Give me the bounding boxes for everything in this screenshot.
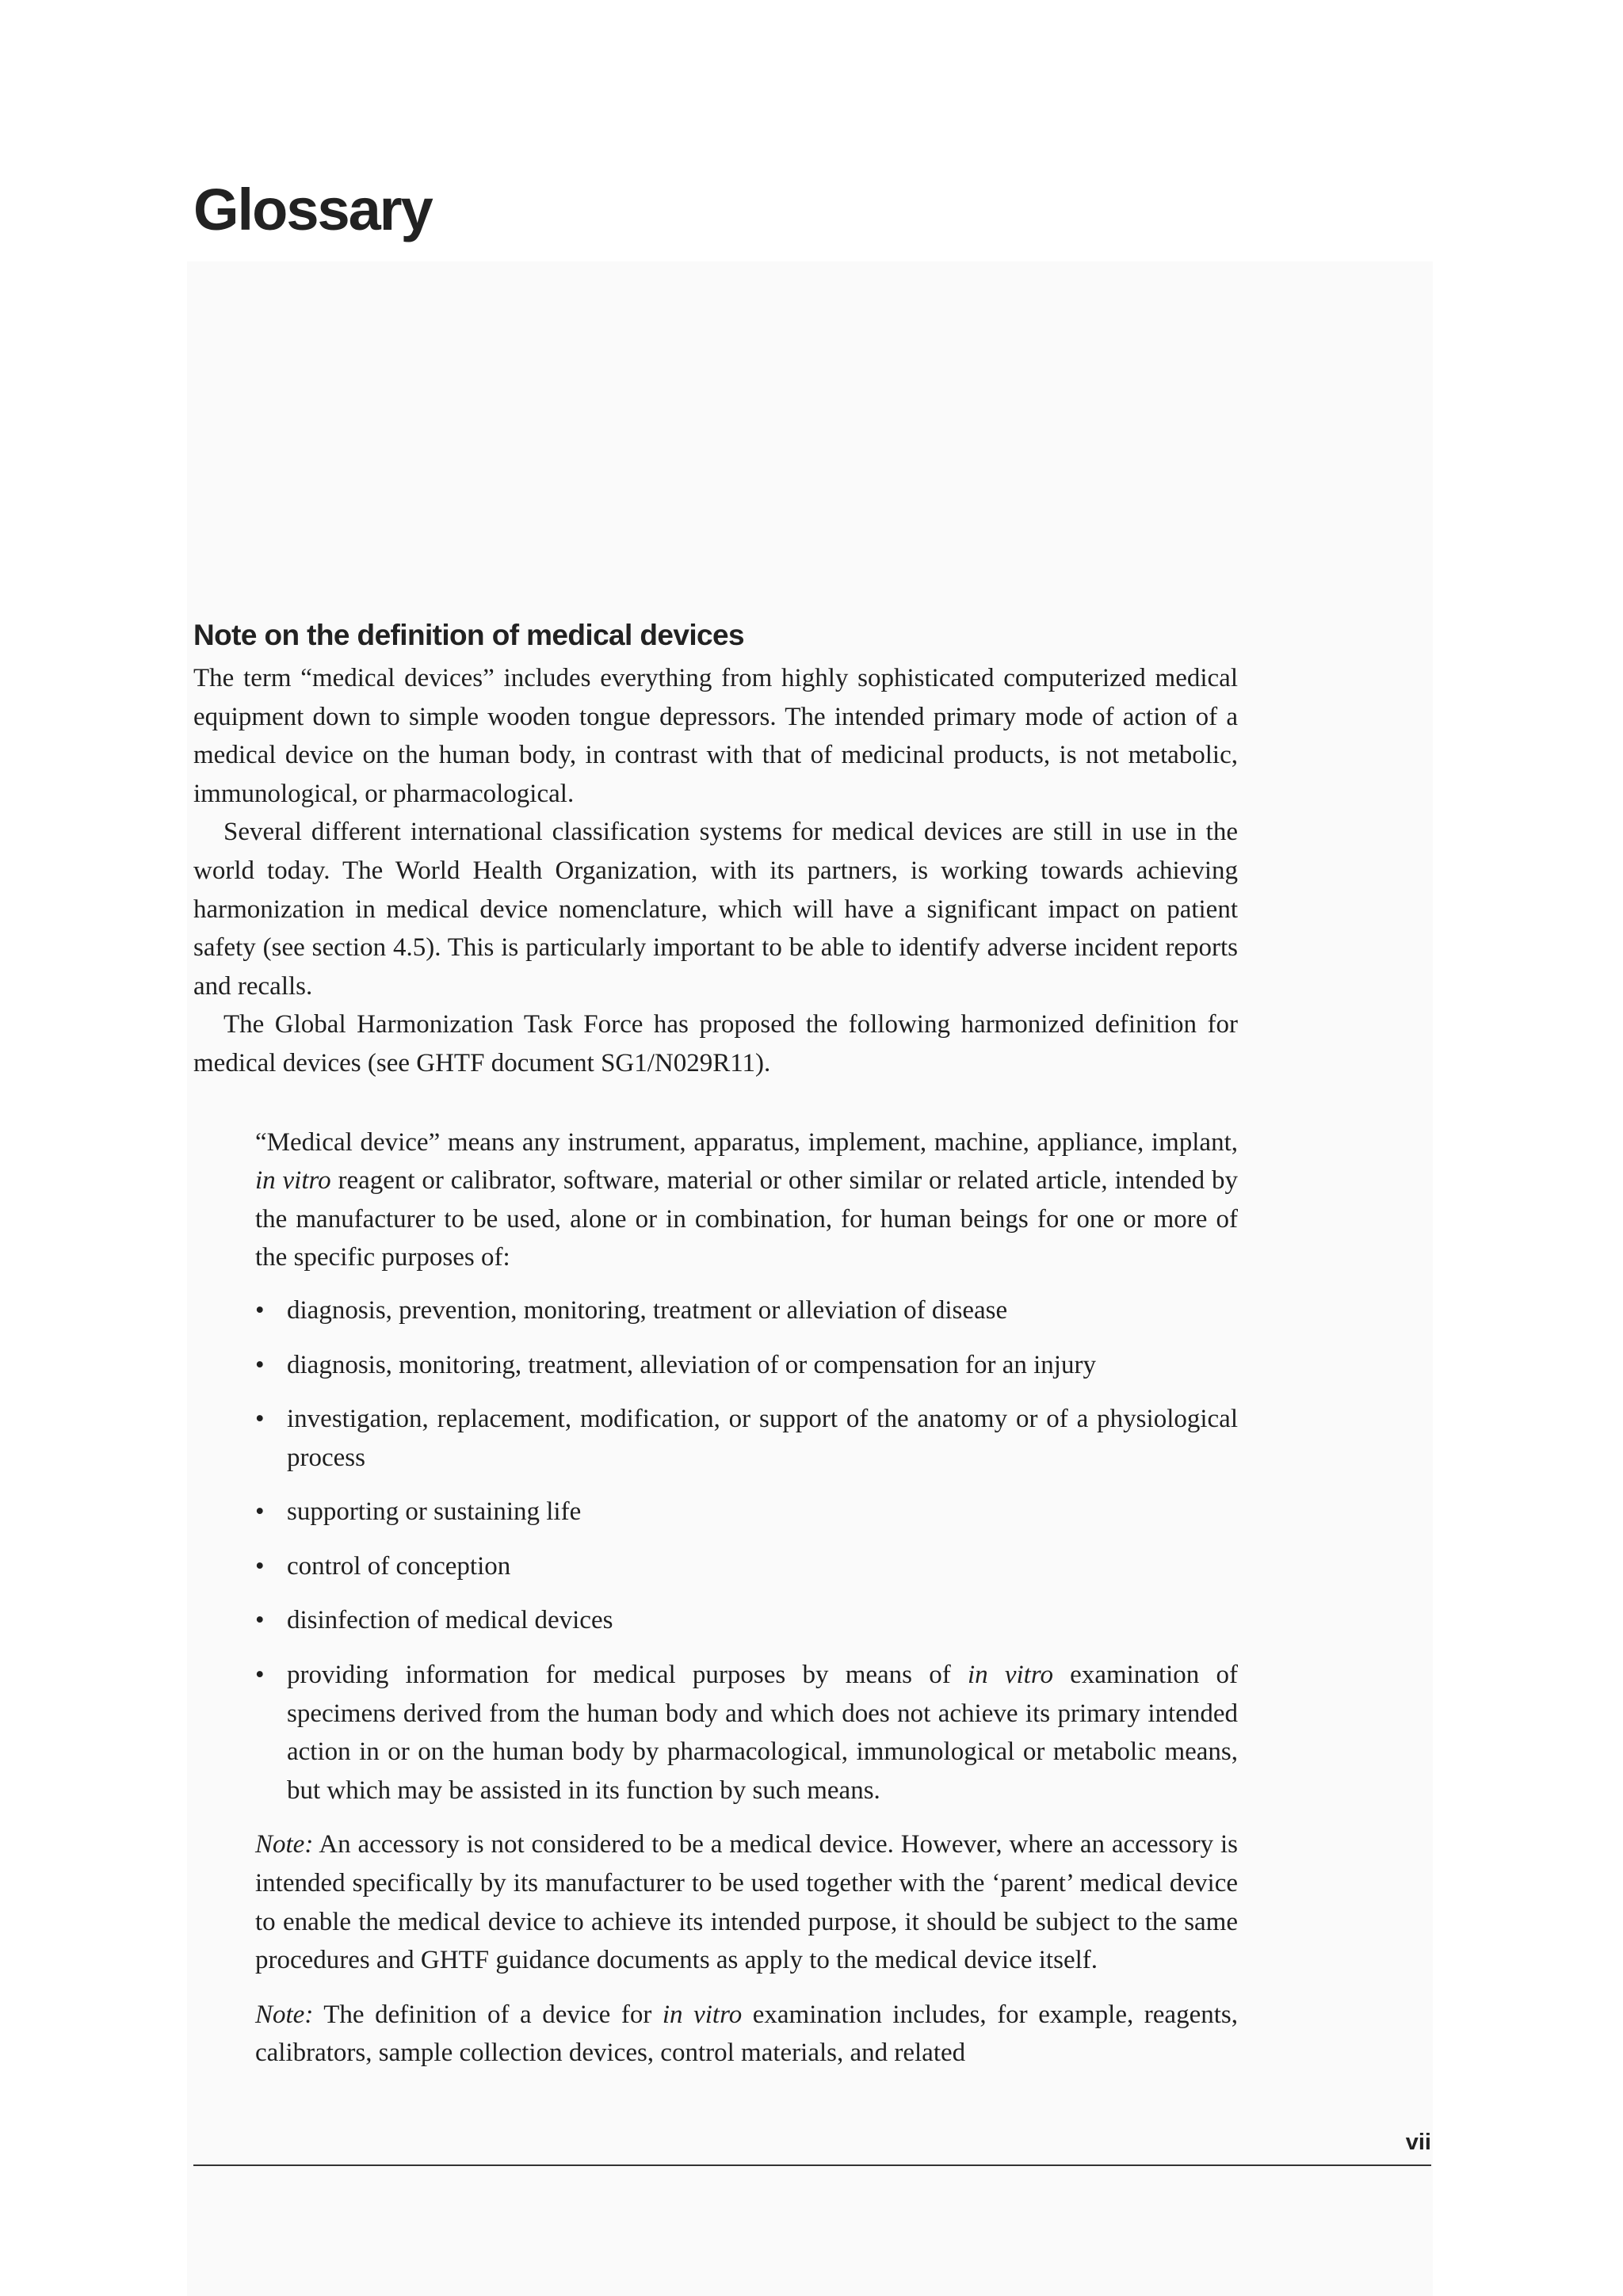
note-in-vitro	[255, 1996, 1238, 2073]
note-text: An accessory is not considered to be a medical device. However, where an accessory is intended specifically by its manufacturer to be used together with the ‘parent’ medical device to enable the medical device to achieve its intended purpose, it should be subject to the same procedures and GHTF guidance documents as apply to the medical device itself.	[255, 1830, 1238, 1975]
bullet-icon: •	[255, 1661, 265, 1690]
note-text-continued: examination includes, for example, reagents, calibrators, sample collection devices, control materials, and related	[255, 2000, 1238, 2068]
definition-quote	[255, 1123, 1238, 2073]
bullet-icon: •	[255, 1350, 265, 1379]
bullet-icon: •	[255, 1606, 265, 1635]
list-item-text: control of conception	[287, 1551, 511, 1581]
section-heading: Note on the definition of medical devices	[193, 619, 744, 651]
paragraph-classification-systems: Several different international classification systems for medical devices are still in use in the world today. The World Health Organization, with its partners, is working towards achieving harmonization in medical device nomenclature, which will have a significant impact on patient safety (see section 4.5). This is particularly important to be able to identify adverse incident reports and recalls.	[193, 818, 1238, 1001]
definition-intro-text: “Medical device” means any instrument, apparatus, implement, machine, appliance, implant,	[255, 1127, 1238, 1157]
bullet-icon: •	[255, 1295, 265, 1325]
list-item	[255, 1400, 1238, 1477]
bullet-icon: •	[255, 1405, 265, 1434]
note-label: Note:	[255, 2000, 314, 2029]
definition-intro	[255, 1123, 1238, 1277]
definition-intro-text-continued: reagent or calibrator, software, material or other similar or related article, intended by the manufacturer to be used, alone or in combination, for human beings for one or more of the specific purposes of:	[255, 1166, 1238, 1272]
list-item-text: disinfection of medical devices	[287, 1606, 613, 1635]
paragraph-ghtf-proposal: The Global Harmonization Task Force has proposed the following harmonized definition for medical devices (see GHTF document SG1/N029R11).	[193, 1010, 1238, 1077]
list-item-italic: in vitro	[967, 1661, 1053, 1690]
list-item-text: investigation, replacement, modification, or support of the anatomy or of a physiological process	[287, 1405, 1238, 1472]
list-item	[255, 1547, 1238, 1586]
note-label: Note:	[255, 1830, 314, 1859]
list-item-text: diagnosis, monitoring, treatment, alleviation of or compensation for an injury	[287, 1350, 1096, 1379]
bullet-icon: •	[255, 1551, 265, 1581]
note-accessory	[255, 1825, 1238, 1979]
list-item	[255, 1601, 1238, 1640]
paragraph-definition-intro: The term “medical devices” includes everything from highly sophisticated computerized medical equipment down to simple wooden tongue depressors. The intended primary mode of action of a medical device on the human body, in contrast with that of medicinal products, is not metabolic, immunological, or pharmacological.	[193, 664, 1238, 808]
list-item	[255, 1291, 1238, 1330]
list-item-text: diagnosis, prevention, monitoring, treatment or alleviation of disease	[287, 1295, 1008, 1325]
page-title: Glossary	[193, 177, 432, 242]
glossary-content	[193, 616, 1238, 2073]
list-item-text: supporting or sustaining life	[287, 1497, 582, 1527]
note-italic: in vitro	[662, 2000, 743, 2029]
list-item	[255, 1656, 1238, 1810]
list-item-text: providing information for medical purposes by means of	[287, 1661, 968, 1690]
list-item	[255, 1346, 1238, 1385]
list-item	[255, 1493, 1238, 1531]
page-number: vii	[1405, 2130, 1431, 2155]
purpose-list	[255, 1291, 1238, 1810]
footer-divider	[193, 2164, 1431, 2166]
list-item-text-continued: examination of specimens derived from the human body and which does not achieve its primary intended action in or on the human body by pharmacological, immunological or metabolic means, but which may be assisted in its function by such means.	[287, 1661, 1239, 1805]
bullet-icon: •	[255, 1497, 265, 1527]
definition-intro-italic: in vitro	[255, 1166, 331, 1196]
note-text: The definition of a device for	[313, 2000, 663, 2029]
